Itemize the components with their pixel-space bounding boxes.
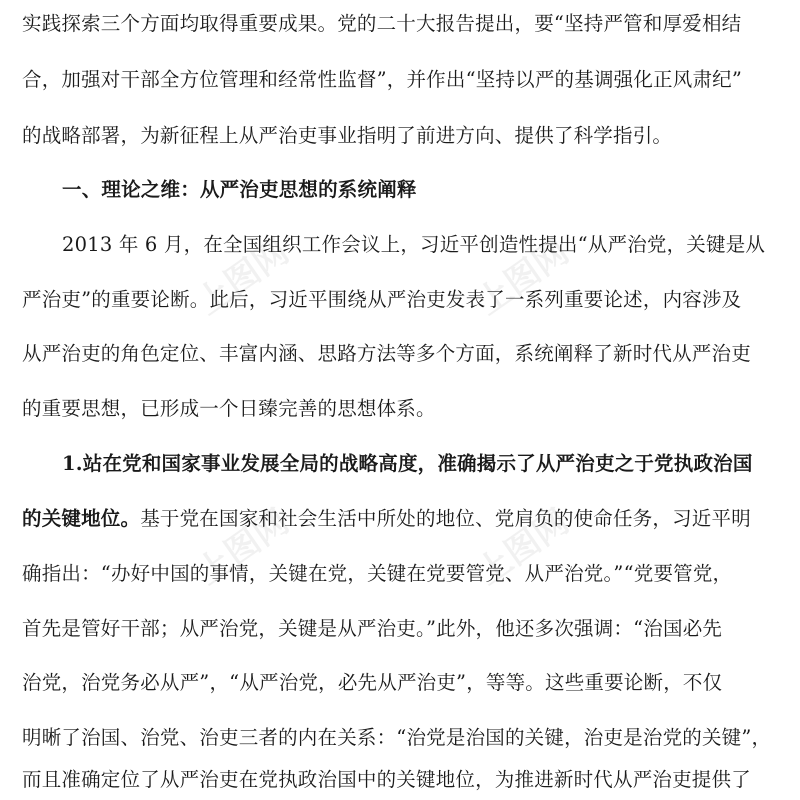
paragraph-line: 的重要思想，已形成一个日臻完善的思想体系。: [22, 397, 436, 420]
paragraph-text: 基于党在国家和社会生活中所处的地位、党肩负的使命任务，习近平明: [140, 507, 751, 530]
watermark: 上图网: [189, 501, 297, 594]
paragraph-line: 而且准确定位了从严治吏在党执政治国中的关键地位，为推进新时代从严治吏提供了: [22, 768, 751, 791]
subsection-heading-continued: 的关键地位。: [22, 507, 141, 530]
paragraph-line: 的战略部署，为新征程上从严治吏事业指明了前进方向、提供了科学指引。: [22, 124, 673, 147]
section-heading: 一、理论之维：从严治吏思想的系统阐释: [62, 178, 417, 201]
watermark: 上图网: [469, 501, 577, 594]
paragraph-line: 首先是管好干部；从严治党，关键是从严治吏。”此外，他还多次强调：“治国必先: [22, 617, 723, 640]
paragraph-line: 严治吏”的重要论断。此后，习近平围绕从严治吏发表了一系列重要论述，内容涉及: [22, 288, 742, 311]
watermark: 上图网: [189, 231, 297, 324]
paragraph-line: 合，加强对干部全方位管理和经常性监督”，并作出“坚持以严的基调强化正风肃纪”: [22, 68, 743, 91]
paragraph-line: [22, 507, 782, 531]
paragraph-line: 从严治吏的角色定位、丰富内涵、思路方法等多个方面，系统阐释了新时代从严治吏: [22, 342, 751, 365]
subsection-heading: 1.站在党和国家事业发展全局的战略高度，准确揭示了从严治吏之于党执政治国: [62, 452, 753, 475]
watermark: 上图网: [469, 231, 577, 324]
paragraph-line: 确指出：“办好中国的事情，关键在党，关键在党要管党、从严治党。”“党要管党，: [22, 562, 733, 585]
paragraph-line: 明晰了治国、治党、治吏三者的内在关系：“治党是治国的关键，治吏是治党的关键”，: [22, 726, 772, 749]
paragraph-line: 实践探索三个方面均取得重要成果。党的二十大报告提出，要“坚持严管和厚爱相结: [22, 12, 742, 35]
paragraph-line: 治党，治党务必从严”，“从严治党，必先从严治吏”，等等。这些重要论断，不仅: [22, 671, 723, 694]
paragraph-line: 2013 年 6 月，在全国组织工作会议上，习近平创造性提出“从严治党，关键是从: [62, 233, 766, 256]
